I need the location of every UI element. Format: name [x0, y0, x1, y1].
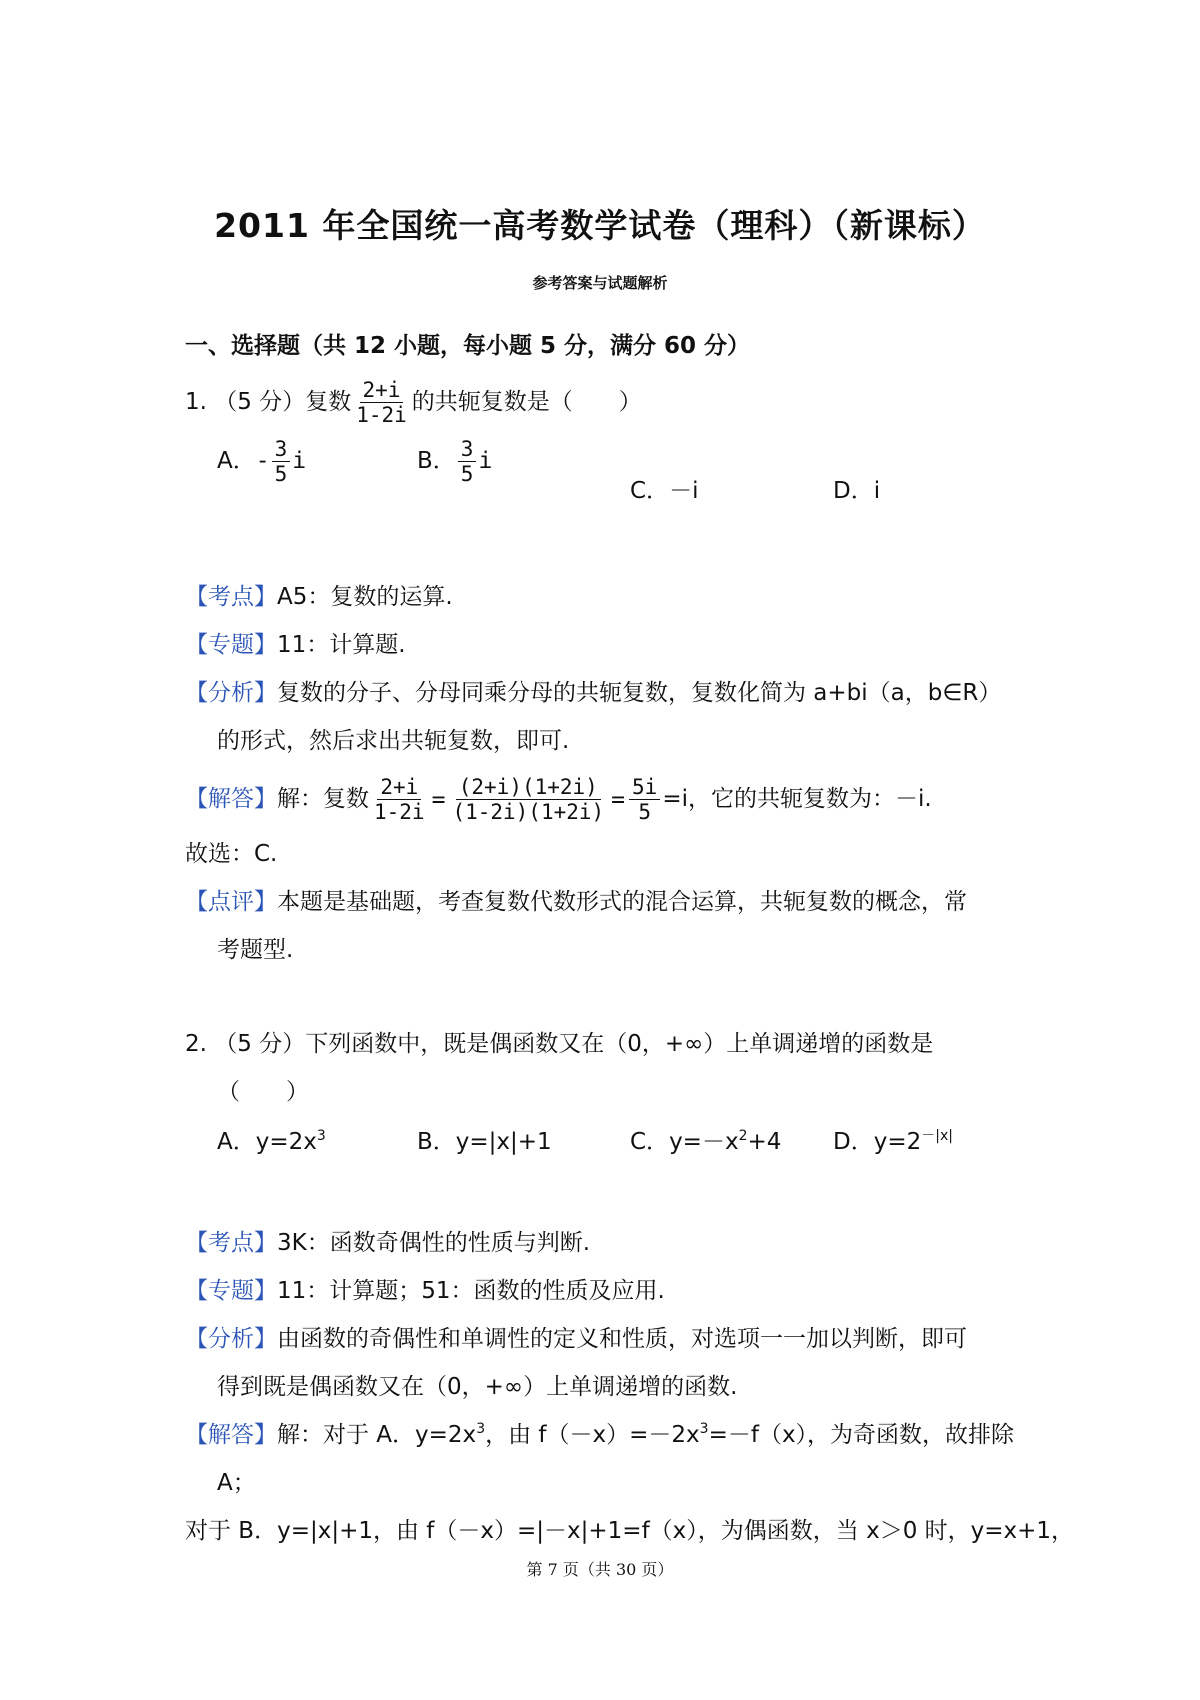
q2-zhuanti [185, 1275, 665, 1307]
q1-jieda-equals-1: = [431, 786, 446, 813]
q1-frac-num: 2+i [360, 378, 404, 403]
q1-stem-tail: 的共轭复数是（ ） [411, 389, 642, 415]
q1-fenxi [185, 677, 1001, 709]
q1-dianping [185, 886, 967, 918]
q1-option-a-sign: - [255, 448, 270, 474]
q2-jieda-sup-1: 3 [476, 1421, 486, 1437]
q2-option-d-sup: －|x| [921, 1128, 953, 1144]
q2-kaodian-tag: 【考点】 [185, 1230, 277, 1256]
q1-jieda-frac-1 [371, 775, 428, 824]
q1-jieda-frac-1-den: 1-2i [374, 800, 425, 824]
q2-kaodian-text: 3K：函数奇偶性的性质与判断. [277, 1230, 591, 1256]
q1-jieda-frac-3-den: 5 [638, 800, 651, 824]
q2-jieda-tag: 【解答】 [185, 1422, 277, 1448]
q1-fenxi-text-1: 复数的分子、分母同乘分母的共轭复数，复数化简为 a+bi（a，b∈R） [277, 680, 1002, 706]
q1-jieda-tag: 【解答】 [185, 786, 277, 812]
q1-answer: 故选：C. [185, 841, 278, 867]
q1-option-a [217, 437, 306, 486]
q2-option-c-sup: 2 [738, 1128, 748, 1144]
q2-option-a-label: A． [217, 1129, 256, 1155]
q1-jieda-tail: =i，它的共轭复数为：－i. [662, 786, 932, 812]
q1-jieda-frac-3 [629, 775, 660, 824]
q2-kaodian [185, 1227, 590, 1259]
q2-option-c-tail: +4 [747, 1129, 782, 1155]
q1-option-d-label: D． [833, 478, 874, 504]
q2-option-a-sup: 3 [316, 1128, 326, 1144]
q2-stem [185, 1028, 933, 1060]
q1-jieda-frac-2-num: (2+i)(1+2i) [456, 775, 601, 800]
q2-option-a-value: y=2x [255, 1129, 317, 1155]
q1-option-b-den: 5 [460, 462, 474, 486]
q1-option-b-frac [458, 437, 477, 486]
q2-option-c-value: y=－x [669, 1129, 739, 1155]
q1-zhuanti-text: 11：计算题. [277, 632, 406, 658]
q2-option-b-value: y=|x|+1 [455, 1129, 552, 1155]
q2-jieda [185, 1419, 1014, 1451]
page-subtitle: 参考答案与试题解析 [532, 274, 668, 292]
q1-fraction [353, 378, 410, 427]
q1-dianping-line-2: 考题型. [217, 937, 294, 963]
q1-option-d-value: i [873, 478, 881, 504]
page-footer: 第 7 页（共 30 页） [526, 1560, 674, 1579]
q1-option-a-frac [272, 437, 291, 486]
q1-zhuanti-tag: 【专题】 [185, 632, 277, 658]
q1-stem [185, 378, 642, 427]
q2-jieda-text-1a: 解：对于 A．y=2x [277, 1422, 477, 1448]
q1-jieda-frac-1-num: 2+i [377, 775, 421, 800]
q2-option-d [833, 1126, 953, 1158]
q1-kaodian [185, 581, 453, 613]
q1-option-c-value: －i [669, 478, 699, 504]
q1-jieda-frac-2 [449, 775, 607, 824]
q1-option-d [833, 475, 880, 507]
q1-option-c [630, 475, 698, 507]
q1-option-b-label: B． [417, 448, 456, 474]
q2-jieda-text-1b: ，由 f（－x）=－2x [485, 1422, 700, 1448]
q2-option-b-label: B． [417, 1129, 456, 1155]
q1-number: 1. [185, 389, 207, 415]
q2-option-a [217, 1126, 326, 1158]
q1-fenxi-tag: 【分析】 [185, 680, 277, 706]
q1-option-b-tail: i [478, 448, 493, 474]
q2-option-d-label: D． [833, 1129, 874, 1155]
q1-option-c-label: C． [630, 478, 670, 504]
q1-jieda-prefix: 解：复数 [277, 786, 369, 812]
q1-option-b-num: 3 [458, 437, 477, 462]
q1-kaodian-tag: 【考点】 [185, 584, 277, 610]
q2-jieda-sup-2: 3 [699, 1421, 709, 1437]
q2-number: 2. [185, 1031, 207, 1057]
q1-dianping-tag: 【点评】 [185, 889, 277, 915]
q2-stem-text-1: （5 分）下列函数中，既是偶函数又在（0，+∞）上单调递增的函数是 [214, 1031, 934, 1057]
q2-fenxi-text-1: 由函数的奇偶性和单调性的定义和性质，对选项一一加以判断，即可 [277, 1326, 967, 1352]
q1-option-a-tail: i [292, 448, 307, 474]
section-heading: 一、选择题（共 12 小题，每小题 5 分，满分 60 分） [185, 333, 751, 359]
page-title: 2011 年全国统一高考数学试卷（理科）（新课标） [214, 206, 986, 245]
q1-jieda-frac-2-den: (1-2i)(1+2i) [452, 800, 605, 824]
q1-frac-den: 1-2i [356, 403, 407, 427]
q1-kaodian-text: A5：复数的运算. [277, 584, 453, 610]
q2-stem-line-2: （ ） [217, 1079, 309, 1105]
q2-option-b [417, 1126, 552, 1158]
q2-jieda-text-1c: =－f（x），为奇函数，故排除 [708, 1422, 1015, 1448]
q2-option-c [630, 1126, 781, 1158]
q1-option-a-den: 5 [274, 462, 288, 486]
q1-jieda [185, 775, 932, 824]
q2-zhuanti-tag: 【专题】 [185, 1278, 277, 1304]
q2-zhuanti-text: 11：计算题；51：函数的性质及应用. [277, 1278, 665, 1304]
q2-option-c-label: C． [630, 1129, 670, 1155]
q2-jieda-line-3: 对于 B．y=|x|+1，由 f（－x）=|－x|+1=f（x），为偶函数，当 x＞0 时，y=x+1， [185, 1518, 1075, 1544]
q1-option-b [417, 437, 492, 486]
q1-dianping-text-1: 本题是基础题，考查复数代数形式的混合运算，共轭复数的概念，常 [277, 889, 967, 915]
q1-option-a-label: A． [217, 448, 256, 474]
q2-fenxi-tag: 【分析】 [185, 1326, 277, 1352]
q1-option-a-num: 3 [272, 437, 291, 462]
q1-fenxi-line-2: 的形式，然后求出共轭复数，即可. [217, 728, 570, 754]
q1-zhuanti [185, 629, 406, 661]
q1-jieda-equals-2: = [611, 786, 626, 813]
q1-jieda-frac-3-num: 5i [629, 775, 660, 800]
q2-fenxi [185, 1323, 967, 1355]
q2-option-d-value: y=2 [873, 1129, 922, 1155]
q2-jieda-line-2: A； [217, 1470, 256, 1496]
q1-score: （5 分）复数 [214, 389, 352, 415]
q2-fenxi-line-2: 得到既是偶函数又在（0，+∞）上单调递增的函数. [217, 1374, 738, 1400]
